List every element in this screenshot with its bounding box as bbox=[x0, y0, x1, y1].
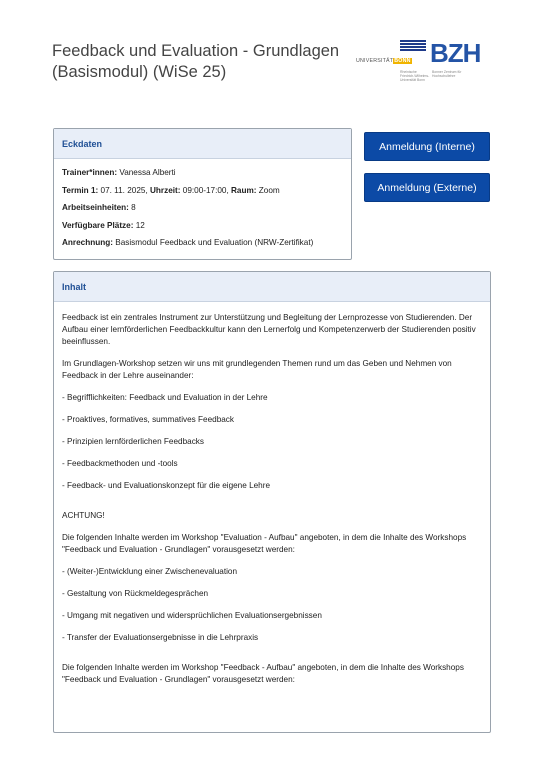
arbeitseinheiten-row bbox=[62, 202, 343, 214]
uni-bonn-logo-mark bbox=[400, 40, 426, 56]
trainer-label: Trainer*innen: bbox=[62, 168, 118, 177]
aufbau-evaluation-item: - Transfer der Evaluationsergebnisse in die Lehrpraxis bbox=[62, 633, 259, 642]
aufbau-evaluation-item: - (Weiter-)Entwicklung einer Zwischenevaluation bbox=[62, 567, 238, 576]
uni-name: BONN bbox=[394, 58, 411, 64]
achtung-notice: ACHTUNG! bbox=[62, 511, 105, 520]
termin-date: 07. 11. 2025, bbox=[98, 185, 150, 195]
termin-row bbox=[62, 185, 343, 197]
trainer-value: Vanessa Alberti bbox=[117, 168, 176, 177]
uni-subtitle: Rheinische Friedrich-Wilhelms-Universität Bonn bbox=[400, 70, 430, 83]
uni-prefix: UNIVERSITÄT bbox=[356, 58, 394, 64]
uni-bonn-logo bbox=[356, 58, 412, 64]
raum-value: Zoom bbox=[256, 185, 280, 195]
topic-item: - Begrifflichkeiten: Feedback und Evaluation in der Lehre bbox=[62, 393, 268, 402]
anmeldung-externe-button[interactable]: Anmeldung (Externe) bbox=[364, 173, 490, 202]
arbeitseinheiten-value: 8 bbox=[128, 203, 136, 212]
bzh-logo: BZH bbox=[430, 38, 481, 68]
eckdaten-body bbox=[54, 159, 351, 263]
intro-paragraph-1: Feedback ist ein zentrales Instrument zur Unterstützung und Begleitung der Lernprozesse von Studierenden. Der Aufbau einer lernförderlichen Feedbackkultur kann den Lernerfolg und Kompetenzerwerb der Studierenden positiv beeinflussen. bbox=[62, 313, 476, 346]
uhrzeit-value: 09:00-17:00, bbox=[180, 185, 232, 195]
inhalt-panel bbox=[53, 271, 491, 733]
anrechnung-label: Anrechnung: bbox=[62, 238, 113, 247]
eckdaten-panel bbox=[53, 128, 352, 260]
topic-item: - Prinzipien lernförderlichen Feedbacks bbox=[62, 437, 204, 446]
intro-paragraph-2: Im Grundlagen-Workshop setzen wir uns mit grundlegenden Themen rund um das Geben und Nehmen von Feedback in der Lehre auseinander: bbox=[62, 359, 452, 380]
raum-label: Raum: bbox=[231, 185, 257, 195]
termin-label: Termin 1: bbox=[62, 185, 99, 195]
inhalt-body bbox=[54, 302, 490, 706]
trainer-row bbox=[62, 167, 343, 179]
plaetze-row bbox=[62, 220, 343, 232]
plaetze-value: 12 bbox=[133, 220, 145, 230]
topic-item: - Feedback- und Evaluationskonzept für die eigene Lehre bbox=[62, 481, 271, 490]
plaetze-label: Verfügbare Plätze: bbox=[62, 220, 134, 230]
aufbau-evaluation-intro: Die folgenden Inhalte werden im Workshop "Evaluation - Aufbau" angeboten, in dem die Inhalte des Workshops "Feedback und Evaluation - Grundlagen" vorausgesetzt werden: bbox=[62, 533, 467, 554]
arbeitseinheiten-label: Arbeitseinheiten: bbox=[62, 203, 129, 212]
page-title: Feedback und Evaluation - Grundlagen (Basismodul) (WiSe 25) bbox=[52, 42, 340, 81]
topic-item: - Proaktives, formatives, summatives Feedback bbox=[62, 415, 234, 424]
uhrzeit-label: Uhrzeit: bbox=[150, 185, 181, 195]
aufbau-evaluation-item: - Gestaltung von Rückmeldegesprächen bbox=[62, 589, 209, 598]
topic-item: - Feedbackmethoden und -tools bbox=[62, 459, 178, 468]
inhalt-heading: Inhalt bbox=[54, 272, 490, 302]
anrechnung-row bbox=[62, 237, 343, 249]
anmeldung-interne-button[interactable]: Anmeldung (Interne) bbox=[364, 132, 490, 161]
anrechnung-value: Basismodul Feedback und Evaluation (NRW-Zertifikat) bbox=[112, 238, 314, 247]
bzh-subtitle: Bonner Zentrum für Hochschullehre bbox=[432, 70, 462, 79]
aufbau-evaluation-item: - Umgang mit negativen und widersprüchlichen Evaluationsergebnissen bbox=[62, 611, 322, 620]
logo-group bbox=[356, 40, 494, 90]
aufbau-feedback-intro: Die folgenden Inhalte werden im Workshop "Feedback - Aufbau" angeboten, in dem die Inhalte des Workshops "Feedback und Evaluation - Grundlagen" vorausgesetzt werden: bbox=[62, 663, 464, 684]
eckdaten-heading: Eckdaten bbox=[54, 129, 351, 159]
